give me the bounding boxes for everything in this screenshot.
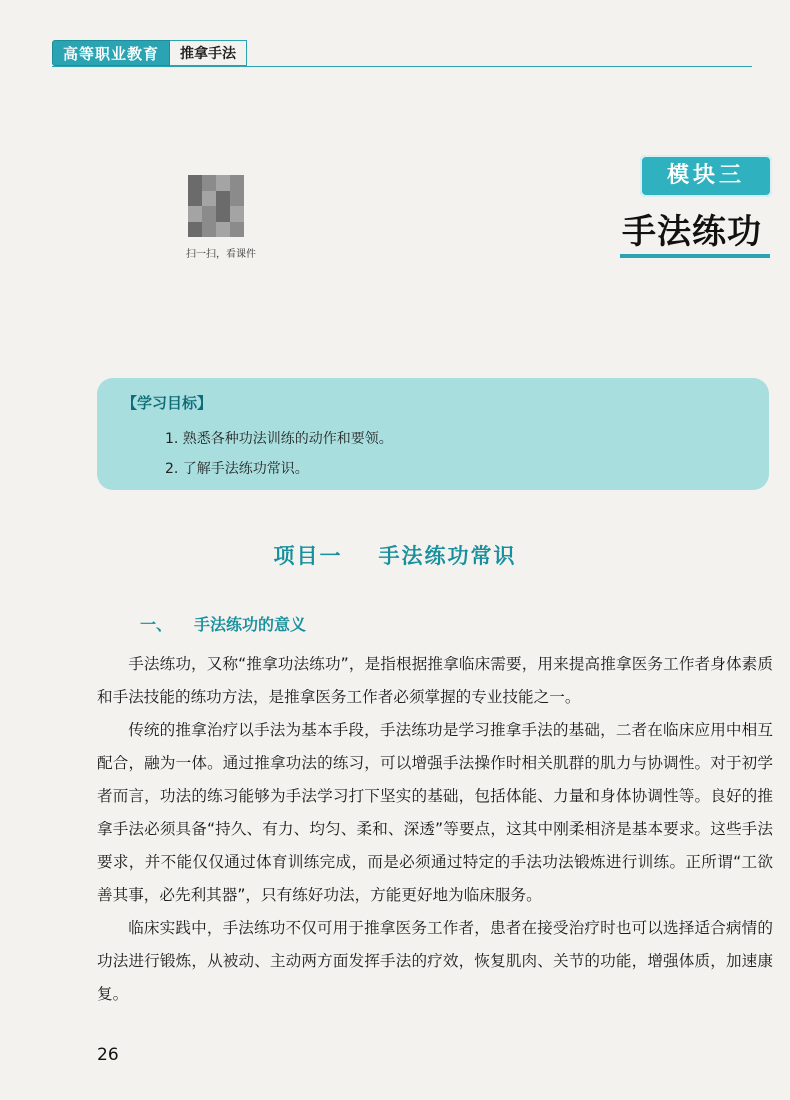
page-number: 26 bbox=[97, 1045, 119, 1065]
learning-goals-list bbox=[165, 424, 393, 484]
qr-code-image[interactable] bbox=[188, 175, 244, 237]
section-number: 一、 bbox=[140, 615, 173, 634]
goals-bracket-open: 【 bbox=[122, 394, 138, 412]
project-number: 项目一 bbox=[273, 544, 343, 568]
module-title-underline bbox=[620, 254, 770, 258]
project-title: 手法练功常识 bbox=[378, 544, 517, 568]
module-title: 手法练功 bbox=[622, 212, 762, 252]
paragraph: 传统的推拿治疗以手法为基本手段，手法练功是学习推拿手法的基础，二者在临床应用中相互配合，融为一体。通过推拿功法的练习，可以增强手法操作时相关肌群的肌力与协调性。对于初学者而言，功法的练习能够为手法学习打下坚实的基础，包括体能、力量和身体协调性等。良好的推拿手法必须具备“持久、有力、均匀、柔和、深透”等要点，这其中刚柔相济是基本要求。这些手法要求，并不能仅仅通过体育训练完成，而是必须通过特定的手法功法锻炼进行训练。正所谓“工欲善其事，必先利其器”，只有练好功法，方能更好地为临床服务。 bbox=[97, 721, 773, 904]
series-label: 高等职业教育 bbox=[52, 40, 170, 66]
section-heading bbox=[140, 612, 306, 635]
learning-goals-label bbox=[122, 392, 212, 413]
goals-label-text: 学习目标 bbox=[137, 394, 198, 412]
book-title: 推拿手法 bbox=[170, 40, 247, 66]
body-text bbox=[97, 648, 773, 1011]
qr-caption: 扫一扫，看课件 bbox=[186, 249, 256, 260]
paragraph: 手法练功，又称“推拿功法练功”，是指根据推拿临床需要，用来提高推拿医务工作者身体素质和手法技能的练功方法，是推拿医务工作者必须掌握的专业技能之一。 bbox=[97, 655, 773, 706]
paragraph: 临床实践中，手法练功不仅可用于推拿医务工作者，患者在接受治疗时也可以选择适合病情的功法进行锻炼，从被动、主动两方面发挥手法的疗效，恢复肌肉、关节的功能，增强体质，加速康复。 bbox=[97, 919, 773, 1003]
goal-item: 2. 了解手法练功常识。 bbox=[165, 461, 309, 477]
section-title: 手法练功的意义 bbox=[194, 615, 307, 634]
running-header bbox=[52, 40, 302, 66]
header-divider bbox=[52, 66, 752, 67]
goal-item: 1. 熟悉各种功法训练的动作和要领。 bbox=[165, 431, 393, 447]
project-heading bbox=[0, 540, 790, 570]
module-badge: 模块三 bbox=[640, 155, 772, 197]
goals-bracket-close: 】 bbox=[197, 394, 213, 412]
